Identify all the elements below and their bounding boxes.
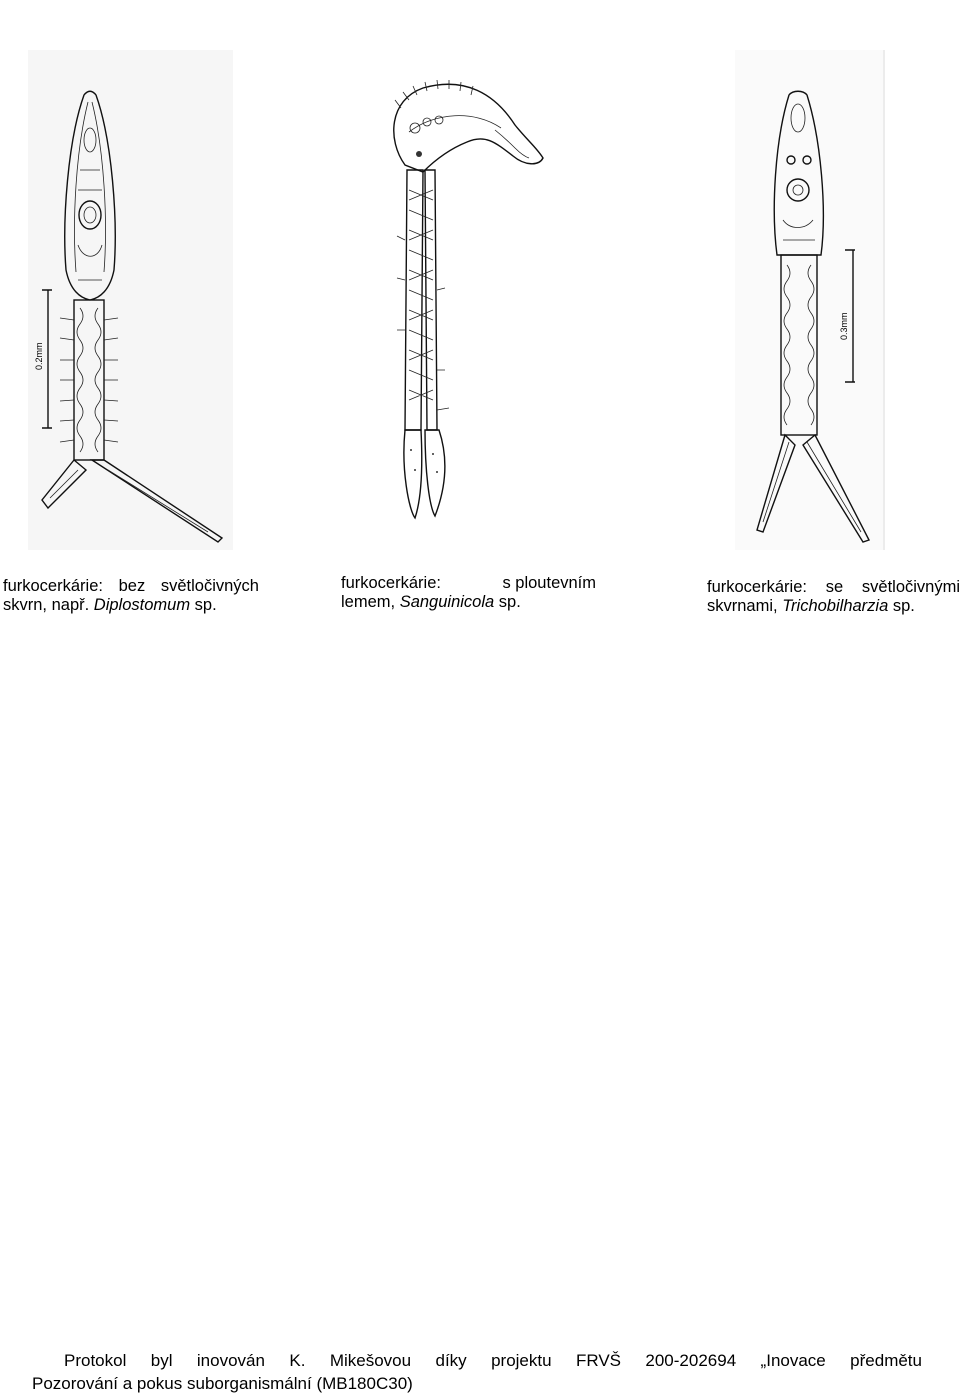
caption-sanguinicola (341, 574, 597, 612)
sanguinicola-illustration (375, 70, 550, 550)
scale-label: 0.2mm (34, 342, 44, 370)
caption-diplostomum (3, 577, 259, 615)
caption-trichobilharzia (707, 578, 960, 616)
footer-line-1: Protokol byl inovován K. Mikešovou díky projektu FRVŠ 200-202694 „Inovace předmětu (64, 1351, 922, 1370)
caption-line-2: skvrn, např. Diplostomum sp. (3, 596, 217, 614)
trichobilharzia-illustration (735, 50, 885, 550)
caption-line-1: furkocerkárie: se světločivnými (707, 578, 960, 596)
caption-line-2: lemem, Sanguinicola sp. (341, 593, 521, 611)
diplostomum-illustration (28, 50, 233, 550)
scale-label: 0.3mm (839, 312, 849, 340)
caption-line-1: furkocerkárie: s ploutevním (341, 574, 596, 592)
footer-line-2: Pozorování a pokus suborganismální (MB180C30) (32, 1374, 413, 1393)
caption-line-1: furkocerkárie: bez světločivných (3, 577, 259, 595)
caption-line-2: skvrnami, Trichobilharzia sp. (707, 597, 915, 615)
